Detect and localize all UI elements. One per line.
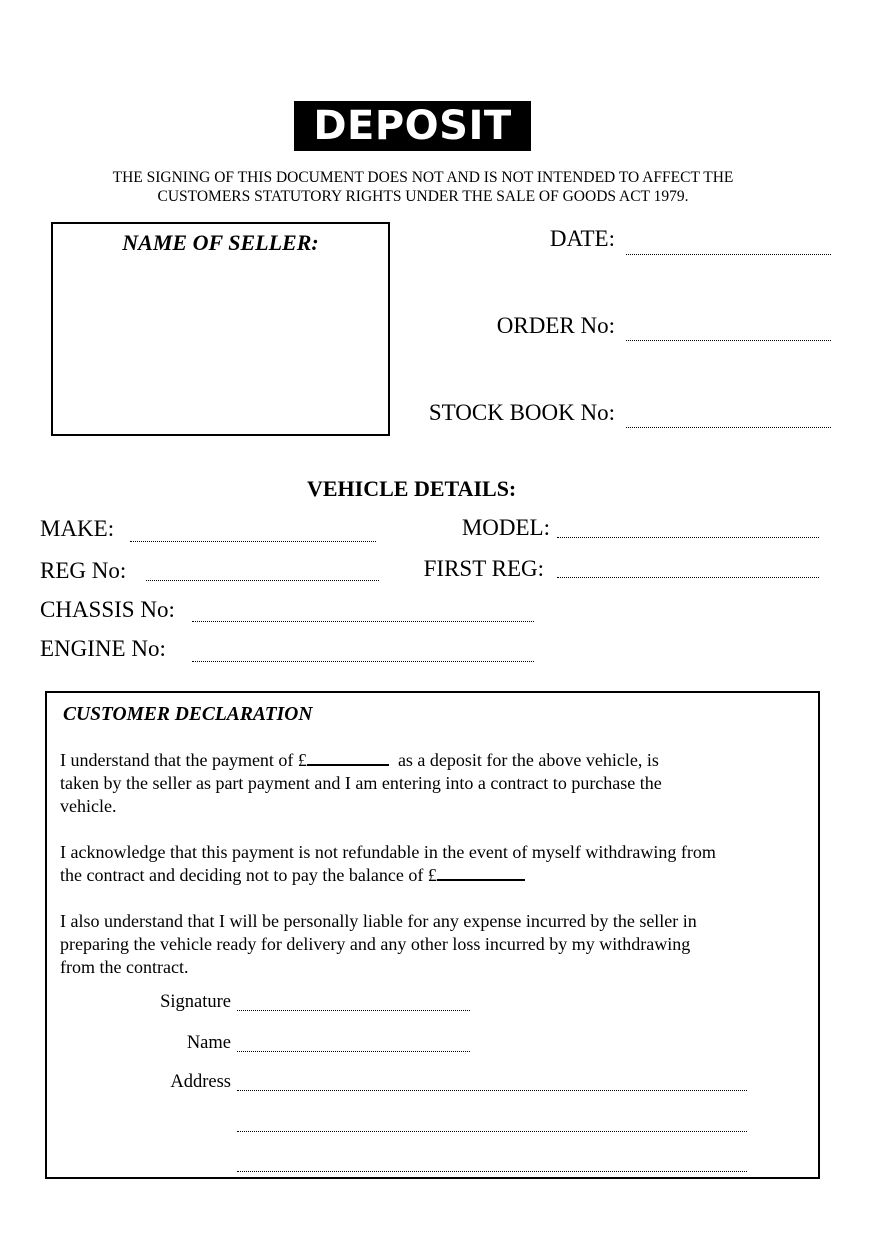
reg-no-label: REG No: [40, 558, 127, 583]
stock-book-no-field[interactable] [626, 427, 831, 428]
balance-amount-field[interactable] [437, 879, 525, 881]
deposit-amount-field[interactable] [307, 764, 389, 766]
order-no-field[interactable] [626, 340, 831, 341]
declaration-paragraph-1 [60, 749, 800, 818]
model-field[interactable] [557, 537, 819, 538]
reg-no-field[interactable] [146, 580, 379, 581]
declaration-paragraph-1-line-3: vehicle. [60, 796, 117, 816]
address-field-line-3[interactable] [237, 1171, 747, 1172]
statutory-rights-disclaimer [60, 168, 786, 206]
make-field[interactable] [130, 541, 376, 542]
signature-label: Signature [160, 992, 231, 1012]
address-label: Address [170, 1072, 231, 1092]
chassis-no-field[interactable] [192, 621, 534, 622]
model-label: MODEL: [461, 515, 550, 540]
declaration-paragraph-3 [60, 910, 800, 979]
disclaimer-line-2: CUSTOMERS STATUTORY RIGHTS UNDER THE SALE OF GOODS ACT 1979. [157, 188, 689, 205]
customer-declaration-title: CUSTOMER DECLARATION [63, 704, 313, 725]
vehicle-details-title: VEHICLE DETAILS: [307, 476, 517, 501]
engine-no-label: ENGINE No: [40, 636, 166, 661]
seller-name-label: NAME OF SELLER: [122, 230, 319, 255]
declaration-paragraph-2 [60, 841, 800, 887]
address-field-line-1[interactable] [237, 1090, 747, 1091]
document-title: DEPOSIT [294, 101, 531, 151]
declaration-paragraph-3-line-1: I also understand that I will be personally liable for any expense incurred by the seller in [60, 911, 697, 931]
stock-book-no-label: STOCK BOOK No: [428, 400, 615, 425]
customer-declaration-box [45, 691, 820, 1179]
engine-no-field[interactable] [192, 661, 534, 662]
first-reg-field[interactable] [557, 577, 819, 578]
order-no-label: ORDER No: [496, 313, 615, 338]
deposit-text-end: as a deposit for the above vehicle, is [397, 750, 659, 770]
name-field[interactable] [237, 1051, 470, 1052]
name-label: Name [186, 1033, 231, 1053]
chassis-no-label: CHASSIS No: [40, 597, 175, 622]
first-reg-label: FIRST REG: [423, 556, 544, 581]
make-label: MAKE: [40, 516, 115, 541]
declaration-paragraph-3-line-2: preparing the vehicle ready for delivery and any other loss incurred by my withdrawing [60, 934, 691, 954]
deposit-text-start: I understand that the payment of £ [60, 750, 307, 770]
address-field-line-2[interactable] [237, 1131, 747, 1132]
date-label: DATE: [549, 226, 615, 251]
signature-field[interactable] [237, 1010, 470, 1011]
declaration-paragraph-2-line-1: I acknowledge that this payment is not refundable in the event of myself withdrawing from [60, 842, 716, 862]
balance-text: the contract and deciding not to pay the balance of £ [60, 865, 437, 885]
disclaimer-line-1: THE SIGNING OF THIS DOCUMENT DOES NOT AND IS NOT INTENDED TO AFFECT THE [112, 169, 734, 186]
date-field[interactable] [626, 254, 831, 255]
declaration-paragraph-2-line-2 [60, 864, 800, 887]
declaration-paragraph-1-line-2: taken by the seller as part payment and I am entering into a contract to purchase the [60, 773, 662, 793]
declaration-paragraph-1-line-1 [60, 749, 800, 772]
seller-name-box[interactable] [51, 222, 390, 436]
declaration-paragraph-3-line-3: from the contract. [60, 957, 189, 977]
